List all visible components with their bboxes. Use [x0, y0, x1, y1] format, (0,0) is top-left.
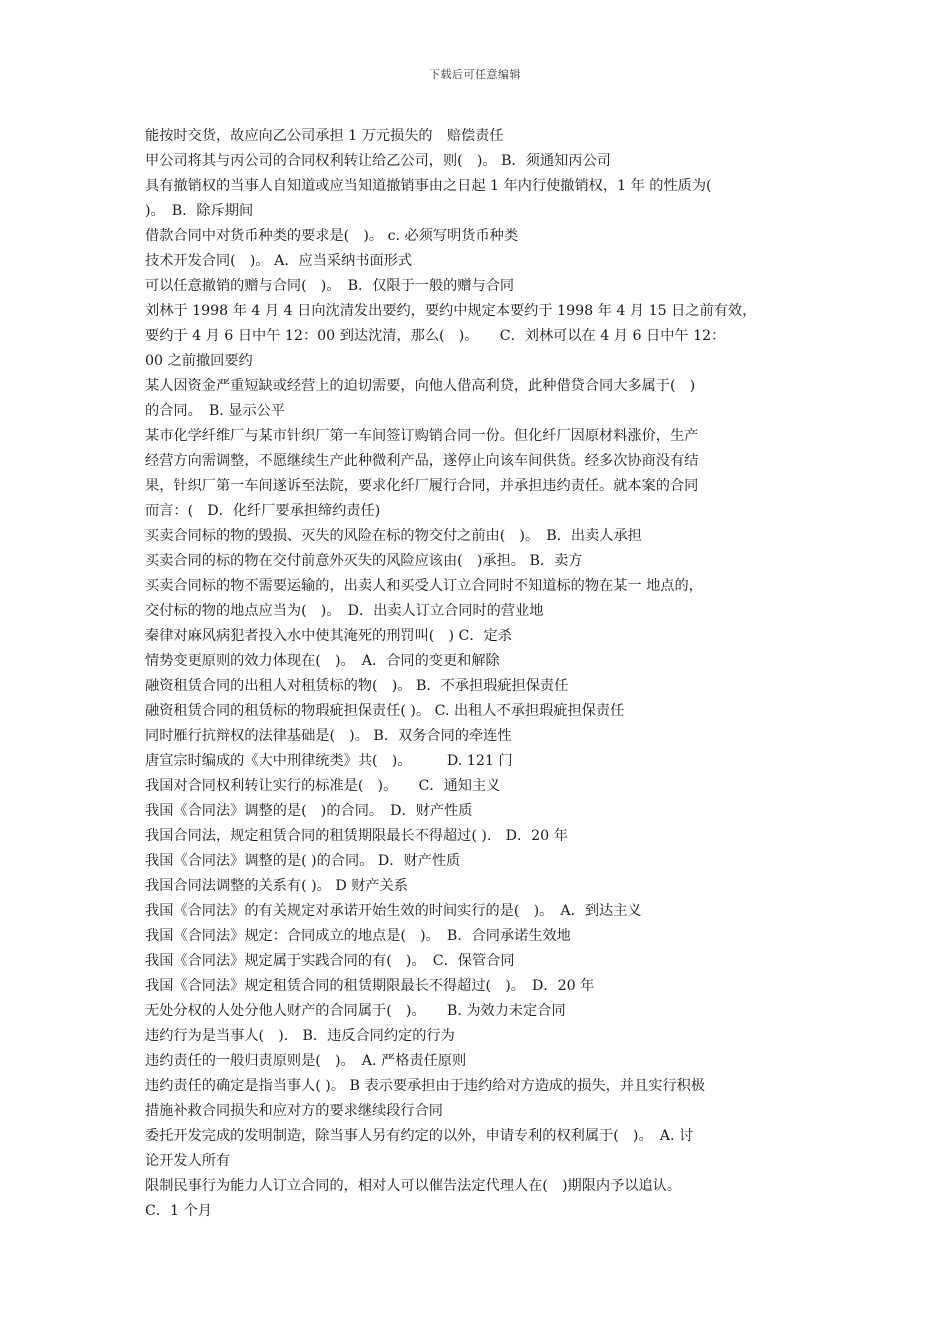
text-line: 经营方向需调整，不愿继续生产此种微利产品，遂停止向该车间供货。经多次协商没有结	[145, 453, 699, 469]
text-line: 具有撤销权的当事人自知道或应当知道撤销事由之日起 1 年内行使撤销权，1 年 的性质为(	[145, 178, 712, 194]
text-line: 买卖合同的标的物在交付前意外灭失的风险应该由( )承担。 B．卖方	[145, 553, 583, 569]
text-line: 我国《合同法》的有关规定对承诺开始生效的时间实行的是( )。 A．到达主义	[145, 903, 642, 919]
text-line: 买卖合同标的物不需要运输的，出卖人和买受人订立合同时不知道标的物在某一 地点的，	[145, 578, 703, 594]
text-line: 买卖合同标的物的毁损、灭失的风险在标的物交付之前由( )。 B．出卖人承担	[145, 528, 642, 544]
text-line: 唐宣宗时编成的《大中刑律统类》共( )。 D. 121 门	[145, 753, 513, 769]
text-line: 我国《合同法》规定属于实践合同的有( )。 C．保管合同	[145, 953, 515, 969]
text-line: 某市化学纤维厂与某市针织厂第一车间签订购销合同一份。但化纤厂因原材料涨价，生产	[145, 428, 699, 444]
text-line: 限制民事行为能力人订立合同的，相对人可以催告法定代理人在( )期限内予以追认。	[145, 1178, 682, 1194]
text-line: 我国合同法调整的关系有( )。 D 财产关系	[145, 878, 408, 894]
text-line: 措施补救合同损失和应对方的要求继续段行合同	[145, 1103, 443, 1119]
text-line: 能按时交货，故应向乙公司承担 1 万元损失的 赔偿责任	[145, 128, 504, 144]
text-line: 果，针织厂第一车间遂诉至法院，要求化纤厂履行合同，并承担违约责任。就本案的合同	[145, 478, 699, 494]
text-line: 交付标的物的地点应当为( )。 D．出卖人订立合同时的营业地	[145, 603, 544, 619]
text-line: 违约责任的确定是指当事人( )。 B 表示要承担由于违约给对方造成的损失，并且实行积极	[145, 1078, 705, 1094]
text-line: 同时雁行抗辩权的法律基础是( )。 B．双务合同的牵连性	[145, 728, 512, 744]
text-line: 情势变更原则的效力体现在( )。 A．合同的变更和解除	[145, 653, 500, 669]
text-line: 借款合同中对货币种类的要求是( )。 c. 必须写明货币种类	[145, 228, 519, 244]
text-line: 我国合同法，规定租赁合同的租赁期限最长不得超过( ). D．20 年	[145, 828, 568, 844]
text-line: 违约行为是当事人( ). B．违反合同约定的行为	[145, 1028, 455, 1044]
text-line: 我国《合同法》调整的是( )的合同。 D．财产性质	[145, 803, 473, 819]
page-header: 下载后可任意编辑	[429, 68, 521, 81]
text-line: 我国《合同法》规定：合同成立的地点是( )。 B．合同承诺生效地	[145, 928, 571, 944]
text-line: 技术开发合同( )。 A．应当采纳书面形式	[145, 253, 413, 269]
text-line: 而言：( D．化纤厂要承担缔约责任)	[145, 503, 381, 519]
text-line: 我国对合同权利转让实行的标准是( )。 C．通知主义	[145, 778, 501, 794]
text-line: 刘林于 1998 年 4 月 4 日向沈清发出要约，要约中规定本要约于 1998 年 4 月 15 日之前有效，	[145, 303, 757, 319]
text-line: 融资租赁合同的出租人对租赁标的物( )。 B．不承担瑕疵担保责任	[145, 678, 569, 694]
document-body	[145, 124, 813, 1224]
text-line: 可以任意撤销的赠与合同( )。 B．仅限于一般的赠与合同	[145, 278, 515, 294]
text-line: 秦律对麻风病犯者投入水中使其淹死的刑罚叫( ) C．定杀	[145, 628, 512, 644]
text-line: 的合同。 B. 显示公平	[145, 403, 286, 419]
text-line: )。 B．除斥期间	[145, 203, 254, 219]
text-line: 融资租赁合同的租赁标的物瑕疵担保责任( )。 C. 出租人不承担瑕疵担保责任	[145, 703, 625, 719]
text-line: 违约责任的一般归责原则是( )。 A. 严格责任原则	[145, 1053, 467, 1069]
text-line: 我国《合同法》调整的是( )的合同。 D．财产性质	[145, 853, 461, 869]
text-line: 00 之前撤回要约	[145, 353, 253, 369]
text-line: 要约于 4 月 6 日中午 12：00 到达沈清，那么( )。 C．刘林可以在 4 月 6 日中午 12：	[145, 328, 726, 344]
text-line: 无处分权的人处分他人财产的合同属于( )。 B. 为效力未定合同	[145, 1003, 566, 1019]
text-line: 论开发人所有	[145, 1153, 231, 1169]
text-line: 我国《合同法》规定租赁合同的租赁期限最长不得超过( )。 D．20 年	[145, 978, 595, 994]
text-line: 甲公司将其与丙公司的合同权利转让给乙公司，则( )。 B．须通知丙公司	[145, 153, 611, 169]
text-line: 某人因资金严重短缺或经营上的迫切需要，向他人借高利贷，此种借贷合同大多属于( )	[145, 378, 696, 394]
text-line: 委托开发完成的发明制造，除当事人另有约定的以外，申请专利的权利属于( )。 A. 讨	[145, 1128, 694, 1144]
text-line: C．1 个月	[145, 1203, 212, 1219]
